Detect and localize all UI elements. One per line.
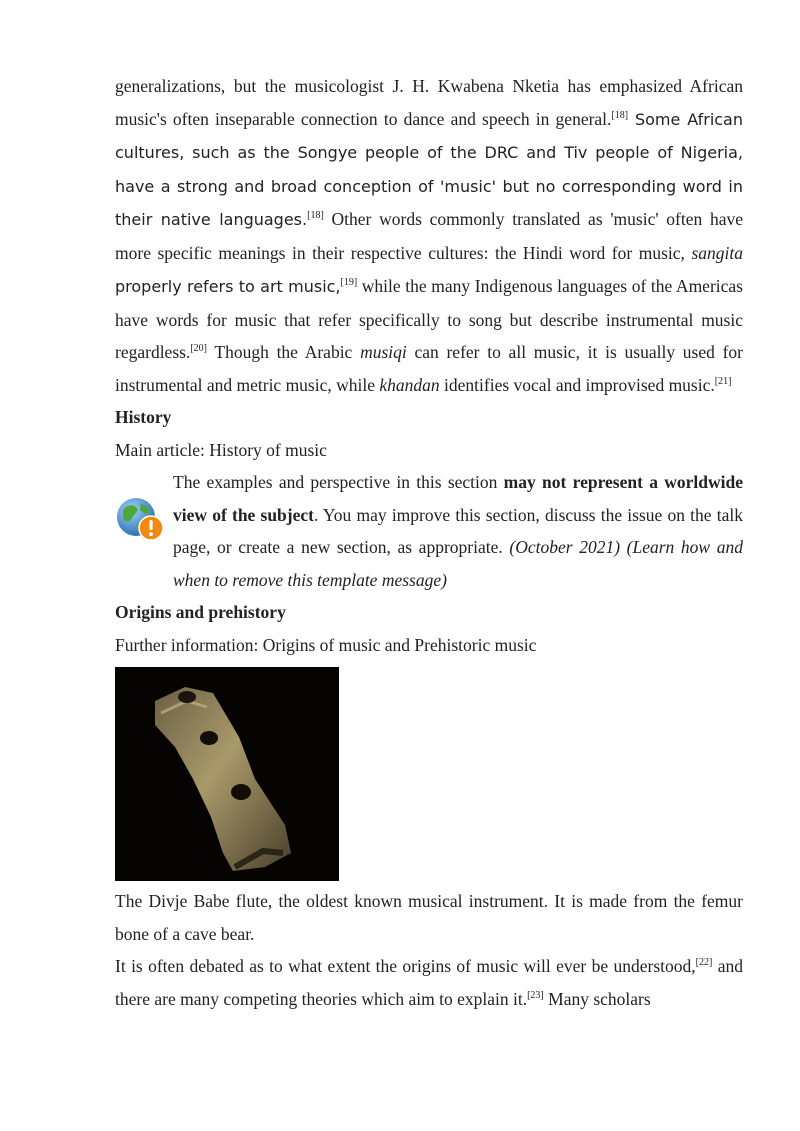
photo-caption: The Divje Babe flute, the oldest known musical instrument. It is made from the femur bone of a cave bear. xyxy=(115,891,743,944)
text-run: can refer to all music, it is usually used for instrumental and metric music, while xyxy=(115,342,744,395)
section-heading-origins: Origins and prehistory xyxy=(115,602,286,622)
globe-warning-icon xyxy=(115,496,165,542)
text-run: Some African cultures, such as the Songye people of the DRC and Tiv people of Nigeria, have a strong and broad conception of 'music' but no corresponding word in their native languages. xyxy=(115,109,744,229)
text-run: Many scholars xyxy=(543,988,651,1009)
main-article-link[interactable]: Main article: History of music xyxy=(115,439,327,460)
citation-23[interactable]: [23] xyxy=(527,989,544,1001)
text-run: . You may improve this section, discuss the issue on the talk page, or create a new section, as appropriate. xyxy=(173,504,743,557)
worldwide-view-notice xyxy=(173,466,743,596)
text-run: It is often debated as to what extent the origins of music will ever be understood, xyxy=(115,956,696,976)
notice-emphasis: may not represent a worldwide view of the subject xyxy=(173,472,743,525)
notice-date-note[interactable]: (October 2021) (Learn how and when to remove this template message) xyxy=(173,537,743,590)
text-run: generalizations, but the musicologist J. H. Kwabena Nketia has emphasized African music's often inseparable connection to dance and speech in general. xyxy=(115,76,743,129)
citation-22[interactable]: [22] xyxy=(695,957,713,969)
paragraph-terminology xyxy=(115,70,743,401)
citation-18b[interactable]: [18] xyxy=(307,210,324,222)
citation-20[interactable]: [20] xyxy=(190,343,207,355)
citation-21[interactable]: [21] xyxy=(714,375,732,387)
term-sangita: sangita xyxy=(691,242,743,263)
citation-19[interactable]: [19] xyxy=(340,277,358,289)
further-information-link[interactable]: Further information: Origins of music and Prehistoric music xyxy=(115,634,537,655)
section-heading-history: History xyxy=(115,407,172,427)
text-run: properly refers to art music, xyxy=(115,277,341,296)
term-musiqi: musiqi xyxy=(360,342,407,362)
text-run: and there are many competing theories which aim to explain it. xyxy=(115,956,743,1009)
text-run: Though the Arabic xyxy=(207,342,361,362)
text-run: while the many Indigenous languages of the Americas have words for music that refer specifically to song but describe instrumental music regardless. xyxy=(115,276,743,362)
notice-text xyxy=(173,466,743,596)
text-run: The examples and perspective in this section xyxy=(173,472,504,492)
text-run: Other words commonly translated as 'music' often have more specific meanings in their respective cultures: the Hindi word for music, xyxy=(115,209,743,263)
divje-babe-flute-photo xyxy=(115,667,339,881)
document-page xyxy=(115,70,743,1015)
text-run: identifies vocal and improvised music. xyxy=(439,374,715,395)
citation-18[interactable]: [18] xyxy=(611,109,629,121)
paragraph-origins xyxy=(115,950,743,1015)
term-khandan: khandan xyxy=(379,374,440,395)
